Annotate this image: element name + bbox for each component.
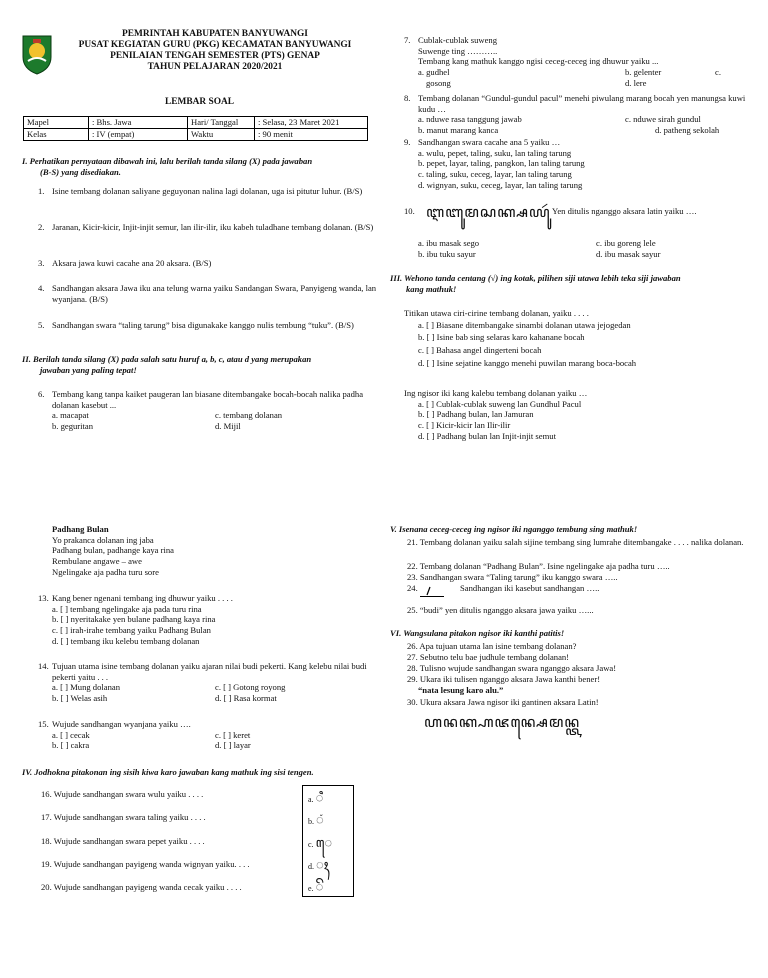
option-13c[interactable]: c. [ ] irah-irahe tembang yaiku Padhang Bulan <box>52 625 211 636</box>
option-6c: c. tembang dolanan <box>215 410 283 421</box>
option-14a[interactable]: a. [ ] Mung dolanan <box>52 682 121 693</box>
kelas-value: : IV (empat) <box>89 129 188 141</box>
option-7c: c. <box>715 67 721 78</box>
option-6d: d. Mijil <box>215 421 241 432</box>
question-10: 10. ꦆꦧꦸꦩꦱꦏ꧀ꦱꦪꦸꦂ Yen ditulis nganggo aksara latin yaiku …. <box>404 203 697 221</box>
question-17: 17. Wujude sandhangan swara taling yaiku . . . . <box>41 812 206 822</box>
question-23: 23. Sandhangan swara “Taling tarung” iku kanggo swara ….. <box>407 572 618 582</box>
question-4: 4. Sandhangan aksara Jawa iku ana telung warna yaiku Sandangan Swara, Panyigeng wanda, lan wyanjana. (B/S) <box>38 283 377 304</box>
question-11 <box>404 308 749 369</box>
question-9-text: Sandhangan swara cacahe ana 5 yaiku … <box>418 137 561 147</box>
question-29: 29. Ukara iki tulisen nganggo aksara Jawa kanthi bener! <box>407 674 601 684</box>
section-3-title <box>390 273 750 294</box>
option-13a[interactable]: a. [ ] tembang ngelingake aja pada turu rina <box>52 603 202 614</box>
section-1-title-line1: I. Perhatikan pernyataan dibawah ini, lalu berilah tanda silang (X) pada jawaban <box>22 156 313 166</box>
question-5-text: Sandhangan swara “taling tarung” bisa digunakake kanggo nulis tembung “tuku”. (B/S) <box>52 320 354 330</box>
question-3: 3. Aksara jawa kuwi cacahe ana 20 aksara. (B/S) <box>38 258 378 269</box>
taling-glyph-icon: ꦺ <box>315 836 333 851</box>
option-7c-text: gosong <box>426 78 451 89</box>
kelas-label: Kelas <box>24 129 89 141</box>
question-16: 16. Wujude sandhangan swara wulu yaiku . . . . <box>41 789 204 799</box>
wulu-glyph-icon: ꦶ <box>315 791 324 806</box>
question-19: 19. Wujude sandhangan payigeng wanda wignyan yaiku. . . . <box>41 859 250 869</box>
section-4-title: IV. Jodhokna pitakonan ing sisih kiwa karo jawaban kang mathuk ing sisi tengen. <box>22 767 314 777</box>
question-6: 6. Tembang kang tanpa kaiket paugeran lan biasane ditembangake bocah-bocah nalika padha dolanan kasebut ... a. macapat c. tembang dolanan b. geguritan d. Mijil <box>38 389 378 432</box>
sheet-title: LEMBAR SOAL <box>165 97 235 107</box>
option-10a: a. ibu masak sego <box>418 238 480 248</box>
option-15c[interactable]: c. [ ] keret <box>215 729 251 740</box>
info-table <box>23 116 368 141</box>
match-c: c. ꦺ <box>308 836 333 851</box>
option-12d[interactable]: d. [ ] Padhang bulan lan Injit-injit semut <box>418 430 556 441</box>
question-5: 5. Sandhangan swara “taling tarung” bisa digunakake kanggo nulis tembung “tuku”. (B/S) <box>38 320 378 331</box>
match-a: a. ꦶ <box>308 791 324 806</box>
section-3-title-line1: III. Wehono tanda centang (√) ing kotak, pilihen siji utawa lebih teka siji jawaban <box>390 273 681 283</box>
option-8d: d. patheng sekolah <box>655 125 720 136</box>
question-18: 18. Wujude sandhangan swara pepet yaiku . . . . <box>41 836 205 846</box>
question-6-text: Tembang kang tanpa kaiket paugeran lan biasane ditembangake bocah-bocah nalika padha dolanan kasebut ... <box>52 389 364 410</box>
matching-answers-box <box>302 785 354 897</box>
option-6b: b. geguritan <box>52 421 94 432</box>
poem-line: Yo prakanca dolanan ing jaba <box>52 534 154 545</box>
question-13-text: Kang bener ngenani tembang ing dhuwur yaiku . . . . <box>52 593 233 603</box>
question-2-text: Jaranan, Kicir-kicir, Injit-injit semur, lan ilir-ilir, iku kabeh tuladhane tembang dolanan. (B/S) <box>52 222 374 232</box>
option-9c: c. taling, suku, ceceg, layar, lan taling tarung <box>418 169 572 180</box>
option-7a: a. gudhel <box>418 67 450 78</box>
mapel-label: Mapel <box>24 117 89 129</box>
option-15b[interactable]: b. [ ] cakra <box>52 740 90 751</box>
question-10-text: Yen ditulis nganggo aksara latin yaiku …. <box>552 206 697 216</box>
section-2-title-line2: jawaban yang paling tepat! <box>40 364 137 375</box>
section-5-title: V. Isenana ceceg-ceceg ing ngisor iki nganggo tembung sing mathuk! <box>390 524 638 534</box>
section-6-title: VI. Wangsulana pitakon ngisor iki kanthi patitis! <box>390 628 565 638</box>
header-line-4: TAHUN PELAJARAN 2020/2021 <box>147 62 283 73</box>
question-7-text: Cublak-cublak suweng <box>418 35 497 45</box>
question-13: 13. Kang bener ngenani tembang ing dhuwur yaiku . . . . a. [ ] tembang ngelingake aja pada turu rina b. [ ] nyeritakake yen bulane padhang kaya rina c. [ ] irah-irahe tembang yaiku Padhang Bulan d. [ ] tembang iku kelebu tembang dolanan <box>38 593 378 647</box>
question-9: 9. Sandhangan swara cacahe ana 5 yaiku … a. wulu, pepet, taling, suku, lan taling tarung b. pepet, layar, taling, pangkon, lan taling tarung c. taling, suku, ceceg, layar, lan taling tarung d. wignyan, suku, ceceg, layar, lan taling tarung <box>404 137 749 191</box>
wignyan-glyph-icon: ꦃ <box>316 858 329 873</box>
option-8b: b. manut marang kanca <box>418 125 499 136</box>
header-line-3: PENILAIAN TENGAH SEMESTER (PTS) GENAP <box>110 51 320 62</box>
question-11-text: Titikan utawa ciri-cirine tembang dolanan, yaiku . . . . <box>404 308 589 318</box>
hari-label: Hari/ Tanggal <box>188 117 255 129</box>
question-7: 7. Cublak-cublak suweng Suwenge ting ……….. Tembang kang mathuk kanggo ngisi ceceg-ceceg ing dhuwur yaiku ... a. gudhel b. gelenter c. gosong d. lere <box>404 35 749 89</box>
poem-line: Ngelingake aja padha turu sore <box>52 566 159 577</box>
question-26: 26. Apa tujuan utama lan isine tembang dolanan? <box>407 641 577 651</box>
question-14: 14. Tujuan utama isine tembang dolanan yaiku ajaran nilai budi pekerti. Kang kelebu nilai budi pekerti yaitu . . . a. [ ] Mung dolanan c. [ ] Gotong royong b. [ ] Welas asih d. [ ] Rasa kormat <box>38 661 378 704</box>
question-7-line3: Tembang kang mathuk kanggo ngisi ceceg-ceceg ing dhuwur yaiku ... <box>418 56 659 67</box>
question-2: 2. Jaranan, Kicir-kicir, Injit-injit semur, lan ilir-ilir, iku kabeh tuladhane tembang dolanan. (B/S) <box>38 222 378 233</box>
option-12a[interactable]: a. [ ] Cublak-cublak suweng lan Gundhul Pacul <box>418 398 582 409</box>
question-24-text: Sandhangan iki kasebut sandhangan ….. <box>460 583 600 593</box>
option-13d[interactable]: d. [ ] tembang iku kelebu tembang dolanan <box>52 635 200 646</box>
waktu-value: : 90 menit <box>255 129 368 141</box>
option-14b[interactable]: b. [ ] Welas asih <box>52 693 108 704</box>
match-b: b. ꦁ <box>308 813 324 828</box>
match-d: d. ꦃ <box>308 858 329 873</box>
question-15-text: Wujude sandhangan wyanjana yaiku …. <box>52 719 191 729</box>
option-7d: d. lere <box>625 78 647 89</box>
question-14-text: Tujuan utama isine tembang dolanan yaiku ajaran nilai budi pekerti. Kang kelebu nilai budi pekerti yaitu . . . <box>52 661 367 682</box>
option-10b: b. ibu tuku sayur <box>418 249 476 259</box>
mapel-value: : Bhs. Jawa <box>89 117 188 129</box>
section-1-title-line2: (B-S) yang disediakan. <box>40 166 121 177</box>
option-9b: b. pepet, layar, taling, pangkon, lan taling tarung <box>418 158 585 169</box>
question-15: 15. Wujude sandhangan wyanjana yaiku …. a. [ ] cecak c. [ ] keret b. [ ] cakra d. [ ] layar <box>38 719 378 751</box>
option-11a[interactable]: a. [ ] Biasane ditembangake sinambi dolanan utawa jejogedan <box>418 319 631 330</box>
javanese-script-image: ꦆꦧꦸꦩꦱꦏ꧀ꦱꦪꦸꦂ <box>426 203 551 221</box>
option-12b[interactable]: b. [ ] Padhang bulan, lan Jamuran <box>418 409 534 420</box>
question-7-line2: Suwenge ting ……….. <box>418 45 498 56</box>
option-13b[interactable]: b. [ ] nyeritakake yen bulane padhang kaya rina <box>52 614 216 625</box>
section-1-title <box>22 156 380 177</box>
section-2-title-line1: II. Berilah tanda silang (X) pada salah satu huruf a, b, c, atau d yang merupakan <box>22 354 312 364</box>
question-20: 20. Wujude sandhangan payigeng wanda cecak yaiku . . . . <box>41 882 242 892</box>
option-8c: c. nduwe sirah gundul <box>625 114 701 125</box>
question-4-text: Sandhangan aksara Jawa iku ana telung warna yaiku Sandangan Swara, Panyigeng wanda, lan wyanjana. (B/S) <box>52 283 377 304</box>
document-header <box>60 29 370 73</box>
question-1: 1. Isine tembang dolanan saliyane geguyonan nalina lagi dolanan, uga isi pitutur luhur. (B/S) <box>38 186 378 197</box>
question-30: 30. Ukura aksara Jawa ngisor iki gantinen aksara Latin! <box>407 697 599 707</box>
question-29-sentence: “nata lesung karo alu.” <box>418 685 504 695</box>
waktu-label: Waktu <box>188 129 255 141</box>
option-6a: a. macapat <box>52 410 89 421</box>
poem-line: Padhang bulan, padhange kaya rina <box>52 545 174 556</box>
question-8-text: Tembang dolanan “Gundul-gundul pacul” menehi piwulang marang bocah yen manungsa kuwi kudu … <box>418 93 746 114</box>
option-15d[interactable]: d. [ ] layar <box>215 740 251 751</box>
option-12c[interactable]: c. [ ] Kicir-kicir lan Ilir-ilir <box>418 420 511 431</box>
option-11d[interactable]: d. [ ] Isine sejatine kanggo menehi puwilan marang boca-bocah <box>418 357 637 368</box>
pepet-glyph-icon: ꦼ <box>315 880 324 895</box>
question-12-text: Ing ngisor iki kang kalebu tembang dolanan yaiku … <box>404 388 588 398</box>
option-9a: a. wulu, pepet, taling, suku, lan taling tarung <box>418 147 572 158</box>
section-3-title-line2: kang mathuk! <box>406 283 457 294</box>
regency-logo <box>20 33 54 75</box>
option-15a[interactable]: a. [ ] cecak <box>52 729 90 740</box>
poem-padhang-bulan <box>52 524 352 578</box>
question-27: 27. Sebutno telu bae judhule tembang dolanan! <box>407 652 570 662</box>
question-10-options <box>418 238 748 260</box>
header-line-2: PUSAT KEGIATAN GURU (PKG) KECAMATAN BANYUWANGI <box>78 40 352 51</box>
question-24-number: 24. <box>407 583 418 593</box>
section-2-title <box>22 354 380 375</box>
match-e: e. ꦼ <box>308 880 324 895</box>
question-25: 25. “budi” yen ditulis nganggo aksara jawa yaiku …... <box>407 605 594 615</box>
option-8a: a. nduwe rasa tanggung jawab <box>418 114 522 125</box>
poem-line: Rembulane angawe – awe <box>52 556 142 567</box>
question-22: 22. Tembang dolanan “Padhang Bulan”. Isine ngelingake aja padha turu ….. <box>407 561 670 571</box>
option-11c[interactable]: c. [ ] Bahasa angel dingerteni bocah <box>418 345 542 356</box>
hari-value: : Selasa, 23 Maret 2021 <box>255 117 368 129</box>
question-12 <box>404 388 749 442</box>
option-7b: b. gelenter <box>625 67 662 78</box>
option-14c[interactable]: c. [ ] Gotong royong <box>215 682 286 693</box>
option-10c: c. ibu goreng lele <box>596 238 656 248</box>
option-9d: d. wignyan, suku, ceceg, layar, lan taling tarung <box>418 179 583 190</box>
header-line-1: PEMRINTAH KABUPATEN BANYUWANGI <box>122 29 308 39</box>
question-28: 28. Tulisno wujude sandhangan swara nganggo aksara Jawa! <box>407 663 617 673</box>
question-1-text: Isine tembang dolanan saliyane geguyonan nalina lagi dolanan, uga isi pitutur luhur. (B/S) <box>52 186 363 196</box>
pangkon-glyph-icon <box>420 585 444 596</box>
option-10d: d. ibu masak sayur <box>596 249 661 259</box>
cecak-glyph-icon: ꦁ <box>316 813 324 828</box>
option-11b[interactable]: b. [ ] Isine bab sing selaras karo kahanane bocah <box>418 332 585 343</box>
question-21: 21. Tembang dolanan yaiku salah sijine tembang sing lumrahe ditembangake . . . . nalika dolanan. <box>407 537 744 547</box>
question-3-text: Aksara jawa kuwi cacahe ana 20 aksara. (B/S) <box>52 258 212 268</box>
poem-title: Padhang Bulan <box>52 524 109 534</box>
question-8: 8. Tembang dolanan “Gundul-gundul pacul” menehi piwulang marang bocah yen manungsa kuwi kudu … a. nduwe rasa tanggung jawab c. nduwe sirah gundul b. manut marang kanca d. patheng sekolah <box>404 93 749 136</box>
javanese-script-30: ꦲꦤꦏ꧀ꦲꦗꦤ꧀ꦱꦺꦩꦤ꧀ꦠ <box>424 713 581 731</box>
option-14d[interactable]: d. [ ] Rasa kormat <box>215 693 277 704</box>
question-24-glyph <box>420 585 444 597</box>
